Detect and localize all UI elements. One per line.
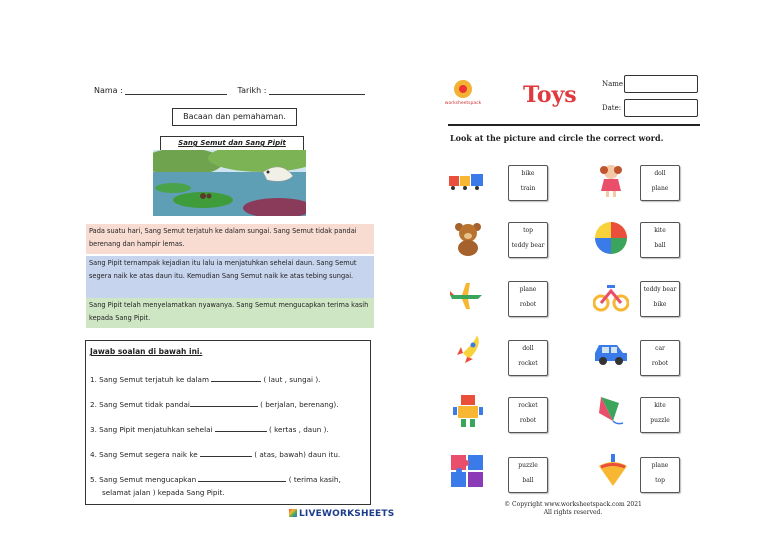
puzzle-icon <box>449 453 485 489</box>
reading-title: Bacaan dan pemahaman. <box>172 108 297 126</box>
word-option[interactable]: puzzle <box>518 462 538 469</box>
word-option[interactable]: plane <box>519 286 537 293</box>
question-options: ( kertas , daun ). <box>266 425 329 434</box>
spinning-top-icon <box>595 452 631 488</box>
date-label: Date: <box>602 104 622 112</box>
nama-blank[interactable] <box>125 86 227 95</box>
teddy-bear-icon <box>450 220 486 256</box>
nama-label: Nama : <box>94 86 123 95</box>
word-option[interactable]: train <box>520 185 536 192</box>
kite-icon <box>593 393 629 429</box>
word-choice-box <box>508 281 548 317</box>
divider <box>448 124 700 126</box>
question-1 <box>90 374 320 384</box>
brand-label: worksheetspack <box>444 101 482 106</box>
tarikh-label: Tarikh : <box>237 86 267 95</box>
questions-box <box>85 340 371 505</box>
tarikh-blank[interactable] <box>269 86 365 95</box>
word-option[interactable]: robot <box>519 301 537 308</box>
copyright-line: © Copyright www.worksheetspack.com 2021 <box>504 501 642 508</box>
date-field[interactable] <box>624 99 698 117</box>
word-choice-box <box>640 397 680 433</box>
word-option[interactable]: bike <box>653 301 667 308</box>
word-option[interactable]: doll <box>654 170 666 177</box>
question-5 <box>90 474 341 484</box>
word-option[interactable]: bike <box>521 170 535 177</box>
word-option[interactable]: doll <box>522 345 534 352</box>
question-options: ( atas, bawah) daun itu. <box>251 450 341 459</box>
word-option[interactable]: plane <box>651 462 669 469</box>
word-choice-box <box>508 340 548 376</box>
liveworksheets-badge-icon <box>289 509 297 517</box>
name-date-row <box>94 86 365 95</box>
story-title: Sang Semut dan Sang Pipit <box>160 136 304 151</box>
plane-icon <box>448 277 484 313</box>
word-option[interactable]: kite <box>654 402 666 409</box>
rocket-icon <box>451 333 487 369</box>
word-option[interactable]: robot <box>651 360 669 367</box>
name-label: Name: <box>602 80 626 88</box>
answer-blank[interactable] <box>215 424 267 432</box>
word-option[interactable]: teddy bear <box>643 286 677 293</box>
word-option[interactable]: teddy bear <box>511 242 545 249</box>
word-choice-box <box>508 222 548 258</box>
instruction: Look at the picture and circle the correct word. <box>450 133 664 143</box>
word-choice-box <box>508 397 548 433</box>
word-option[interactable]: ball <box>654 242 666 249</box>
liveworksheets-logo <box>289 509 394 519</box>
word-choice-box <box>640 281 680 317</box>
word-choice-box <box>640 457 680 493</box>
question-text: 5. Sang Semut mengucapkan <box>90 475 199 484</box>
question-options: ( berjalan, berenang). <box>257 400 339 409</box>
answer-blank[interactable] <box>198 474 286 482</box>
question-5-continuation: selamat jalan ) kepada Sang Pipit. <box>102 488 225 497</box>
car-icon <box>593 333 629 369</box>
questions-heading: Jawab soalan di bawah ini. <box>90 347 203 356</box>
paragraph-3: Sang Pipit telah menyelamatkan nyawanya. Sang Semut mengucapkan terima kasih kepada Sang Pipit. <box>86 298 374 328</box>
question-text: 2. Sang Semut tidak pandai <box>90 400 190 409</box>
question-text: 3. Sang Pipit menjatuhkan sehelai <box>90 425 215 434</box>
liveworksheets-text: LIVEWORKSHEETS <box>299 509 395 519</box>
name-field[interactable] <box>624 75 698 93</box>
doll-icon <box>593 162 629 198</box>
word-option[interactable]: top <box>655 477 665 484</box>
question-options: ( laut , sungai ). <box>261 375 321 384</box>
word-choice-box <box>640 340 680 376</box>
page-title: Toys <box>523 82 577 108</box>
story-illustration <box>153 150 306 216</box>
word-option[interactable]: car <box>655 345 665 352</box>
bike-icon <box>593 277 629 313</box>
toys-worksheet <box>443 70 708 530</box>
word-option[interactable]: kite <box>654 227 666 234</box>
question-options: ( terima kasih, <box>286 475 341 484</box>
question-text: 1. Sang Semut terjatuh ke dalam <box>90 375 212 384</box>
copyright-line: All rights reserved. <box>543 509 603 516</box>
word-choice-box <box>508 165 548 201</box>
malay-reading-worksheet <box>80 78 380 518</box>
word-option[interactable]: rocket <box>518 360 538 367</box>
word-choice-box <box>640 222 680 258</box>
copyright <box>503 501 643 517</box>
answer-blank[interactable] <box>211 374 261 382</box>
word-option[interactable]: robot <box>519 417 537 424</box>
word-option[interactable]: puzzle <box>650 417 670 424</box>
word-choice-box <box>508 457 548 493</box>
brand-circle-icon <box>454 80 472 98</box>
question-2 <box>90 399 339 409</box>
word-choice-box <box>640 165 680 201</box>
question-text: 4. Sang Semut segera naik ke <box>90 450 200 459</box>
question-3 <box>90 424 329 434</box>
ball-icon <box>593 220 629 256</box>
word-option[interactable]: rocket <box>518 402 538 409</box>
train-icon <box>448 162 484 198</box>
word-option[interactable]: plane <box>651 185 669 192</box>
answer-blank[interactable] <box>200 449 252 457</box>
word-option[interactable]: ball <box>522 477 534 484</box>
paragraph-2: Sang Pipit ternampak kejadian itu lalu ia menjatuhkan sehelai daun. Sang Semut segera naik ke atas daun itu. Kemudian Sang Semut naik ke atas tebing sungai. <box>86 256 374 298</box>
question-4 <box>90 449 340 459</box>
robot-icon <box>450 393 486 429</box>
worksheetspack-logo <box>443 80 483 106</box>
word-option[interactable]: top <box>523 227 533 234</box>
answer-blank[interactable] <box>190 399 258 407</box>
paragraph-1: Pada suatu hari, Sang Semut terjatuh ke dalam sungai. Sang Semut tidak pandai berenang dan hampir lemas. <box>86 224 374 254</box>
